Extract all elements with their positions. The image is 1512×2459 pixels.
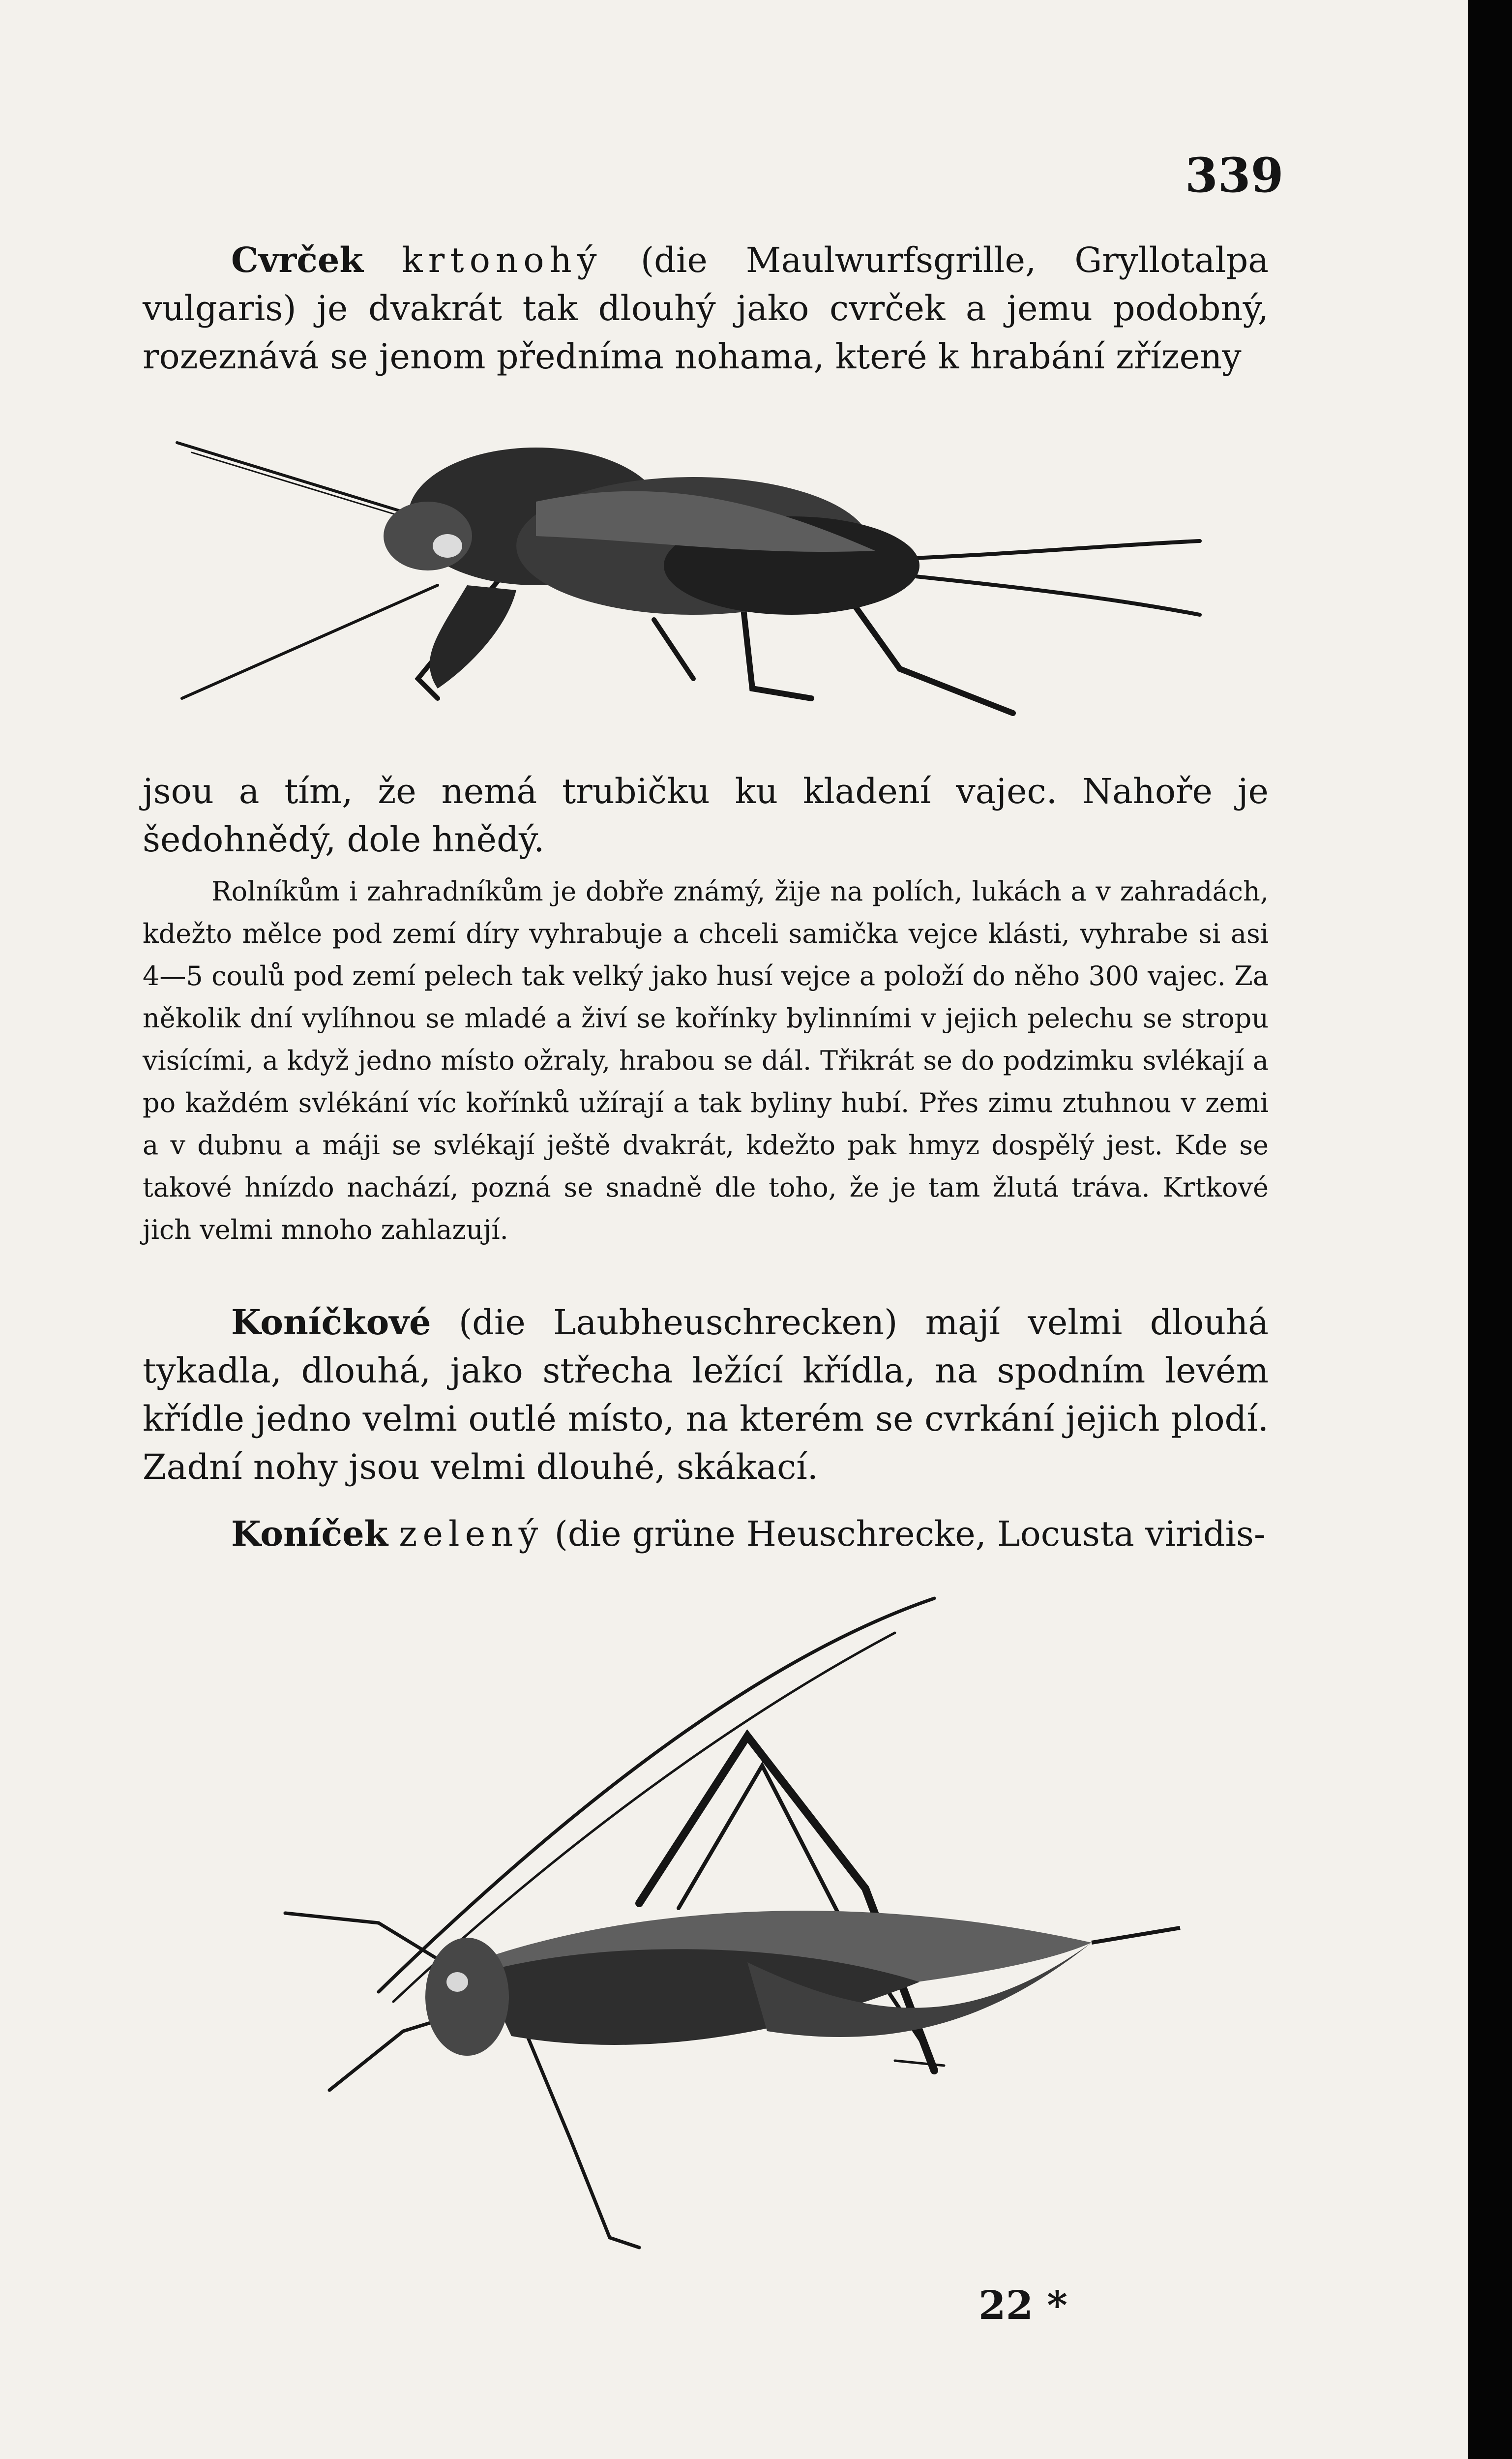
paragraph-cvrcek-continuation: jsou a tím, že nemá trubičku ku kladení vajec. Nahoře je šedohnědý, dole hnědý. <box>143 771 1269 860</box>
paragraph-konicek <box>143 1510 1269 1558</box>
heading-konickove: Koníčkové <box>231 1302 431 1343</box>
grasshopper-drawing <box>256 1589 1215 2302</box>
konicek-intro-text: (die grüne Heuschrecke, Locusta viridis- <box>554 1514 1266 1554</box>
paragraph-konickove <box>143 1298 1269 1491</box>
heading-cvrcek: Cvrček <box>231 240 363 280</box>
heading-konicek: Koníček <box>231 1513 388 1554</box>
page-number: 339 <box>1185 148 1284 203</box>
mole-cricket-drawing <box>162 423 1244 738</box>
konickove-text: (die Laubheuschrecken) mají velmi dlouhá tykadla, dlouhá, jako střecha ležící křídla, na spodním levém křídle jedno velmi outlé místo, na kterém se cvrkání jejich plodí. Zadní nohy jsou velmi dlouhé, skákací. <box>143 1302 1269 1487</box>
cvrcek-intro-text: (die Maulwurfsgrille, Gryllotalpa vulgaris) je dvakrát tak dlouhý jako cvrček a jemu podobný, rozeznává se jenom předníma nohama, které k hrabání zřízeny <box>143 240 1269 377</box>
mole-cricket-illustration <box>162 423 1244 738</box>
grasshopper-illustration <box>256 1589 1215 2302</box>
species-adjective-zeleny: zelený <box>399 1514 544 1554</box>
species-adjective-krtonohy: krtonohý <box>402 240 602 280</box>
paragraph-cvrcek-intro <box>143 236 1269 381</box>
scan-border-right <box>1468 0 1512 2459</box>
paragraph-cvrcek-detail <box>143 870 1269 1251</box>
cvrcek-detail-text: Rolníkům i zahradníkům je dobře známý, žije na polích, lukách a v zahradách, kdežto mělce pod zemí díry vyhrabuje a chceli samička vejce klásti, vyhrabe si asi 4—5 coulů pod zemí pelech tak velký jako husí vejce a položí do něho 300 vajec. Za několik dní vylíhnou se mladé a živí se kořínky bylinními v jejich pelechu se stropu visícími, a když jedno místo ožraly, hrabou se dál. Třikrát se do podzimku svlékají a po každém svlékání víc kořínků užírají a tak byliny hubí. Přes zimu ztuhnou v zemi a v dubnu a máji se svlékají ještě dvakrát, kdežto pak hmyz dospělý jest. Kde se takové hnízdo nachází, pozná se snadně dle toho, že je tam žlutá tráva. Krtkové jich velmi mnoho zahlazují. <box>143 876 1269 1245</box>
signature-mark: 22 * <box>978 2282 1068 2328</box>
